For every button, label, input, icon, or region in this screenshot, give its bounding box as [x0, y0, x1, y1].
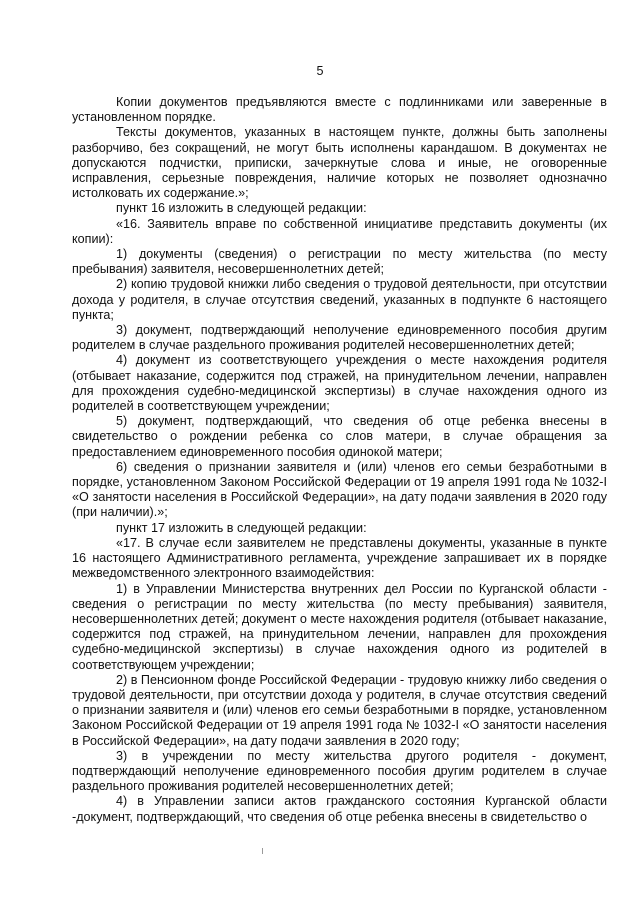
document-body — [72, 95, 607, 825]
paragraph-item-17-text: «17. В случае если заявителем не представлены документы, указанные в пункте 16 настоящего Административного регламента, учреждение запрашивает их в порядке межведомственного электронного взаимодействия: — [72, 535, 607, 581]
page-number: 5 — [316, 64, 324, 78]
paragraph-copies-presented: Копии документов предъявляются вместе с подлинниками или заверенные в установленном порядке. — [72, 95, 607, 125]
paragraph-item-16-intro: пункт 16 изложить в следующей редакции: — [116, 201, 367, 216]
paragraph-item-16-sub-6: 6) сведения о признании заявителя и (или) членов его семьи безработными в порядке, установленном Законом Российской Федерации от 19 апреля 1991 года № 1032-I «О занятости населения в Российской Федерации», на дату подачи заявления в 2020 году (при наличии).»; — [72, 459, 607, 520]
scan-artifact — [262, 848, 263, 854]
paragraph-document-requirements: Тексты документов, указанных в настоящем пункте, должны быть заполнены разборчиво, без сокращений, не могут быть исполнены карандашом. В документах не допускаются подчистки, приписки, зачеркнутые слова и иные, не оговоренные исправления, серьезные повреждения, наличие которых не позволяет однозначно истолковать их содержание.»; — [72, 125, 607, 201]
paragraph-item-16-sub-3: 3) документ, подтверждающий неполучение единовременного пособия другим родителем в случае раздельного проживания родителей несовершеннолетних детей; — [72, 323, 607, 353]
paragraph-item-16-sub-4: 4) документ из соответствующего учреждения о месте нахождения родителя (отбывает наказание, содержится под стражей, на принудительном лечении, направлен для прохождения судебно-медицинской экспертизы) в случае нахождения одного из родителей в соответствующем учреждении; — [72, 353, 607, 414]
paragraph-item-16-sub-5: 5) документ, подтверждающий, что сведения об отце ребенка внесены в свидетельство о рождении ребенка со слов матери, в случае обращения за предоставлением единовременного пособия одинокой матери; — [72, 414, 607, 459]
paragraph-item-17-sub-1: 1) в Управлении Министерства внутренних дел России по Курганской области - сведения о регистрации по месту жительства (по месту пребывания) заявителя, несовершеннолетних детей; документ о месте нахождения родителя (отбывает наказание, содержится под стражей, на принудительном лечении, направлен для прохождения судебно-медицинской экспертизы) в случае нахождения одного из родителей в соответствующем учреждении; — [72, 581, 607, 672]
paragraph-item-16-sub-1: 1) документы (сведения) о регистрации по месту жительства (по месту пребывания) заявителя, несовершеннолетних детей; — [72, 247, 607, 277]
paragraph-item-17-sub-3: 3) в учреждении по месту жительства другого родителя - документ, подтверждающий неполучение единовременного пособия другим родителем в случае раздельного проживания родителей несовершеннолетних детей; — [72, 748, 607, 794]
paragraph-item-16-text: «16. Заявитель вправе по собственной инициативе представить документы (их копии): — [72, 216, 607, 246]
paragraph-item-17-sub-2: 2) в Пенсионном фонде Российской Федерации - трудовую книжку либо сведения о трудовой деятельности, при отсутствии дохода у родителя, в случае отсутствия сведений о признании заявителя и (или) членов его семьи безработными в порядке, установленном Законом Российской Федерации от 19 апреля 1991 года № 1032-I «О занятости населения в Российской Федерации», на дату подачи заявления в 2020 году; — [72, 672, 607, 748]
paragraph-item-17-intro: пункт 17 изложить в следующей редакции: — [116, 520, 367, 535]
paragraph-item-16-sub-2: 2) копию трудовой книжки либо сведения о трудовой деятельности, при отсутствии дохода у родителя, в случае отсутствия сведений, указанных в подпункте 6 настоящего пункта; — [72, 277, 607, 322]
paragraph-item-17-sub-4: 4) в Управлении записи актов гражданского состояния Курганской области -документ, подтверждающий, что сведения об отце ребенка внесены в свидетельство о — [72, 794, 607, 824]
